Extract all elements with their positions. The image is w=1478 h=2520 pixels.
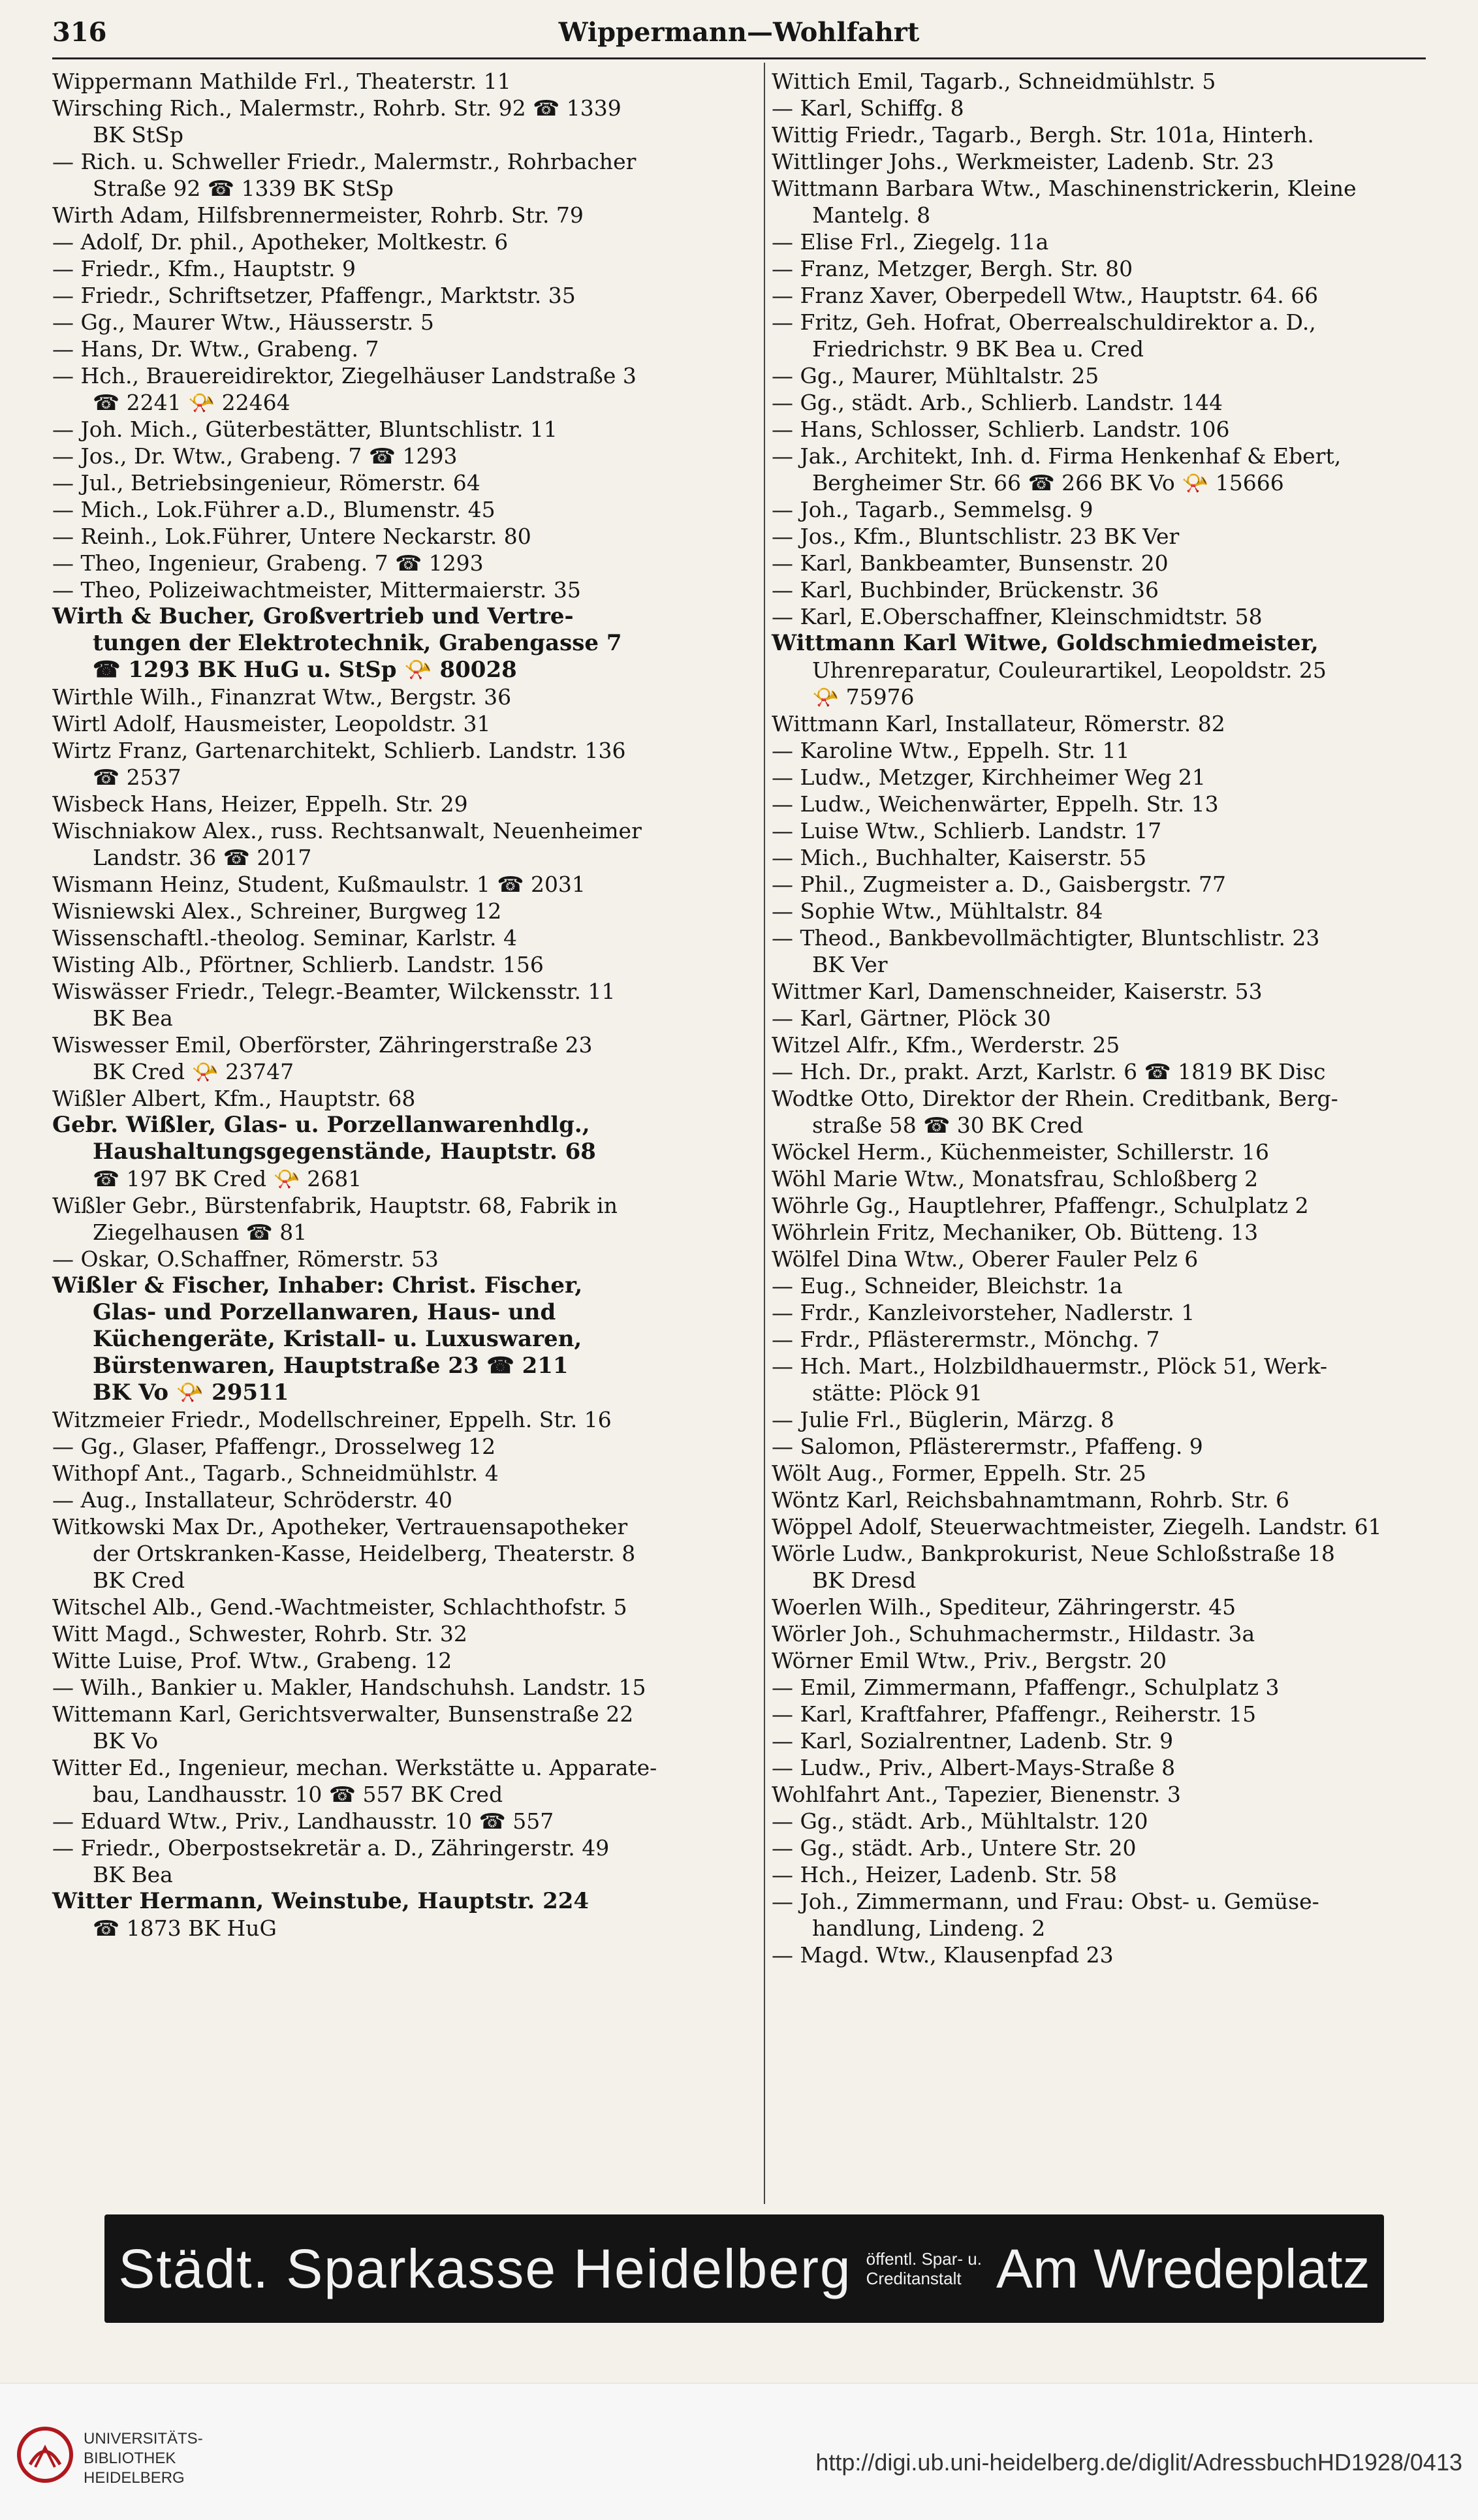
directory-entry-line: — Jul., Betriebsingenieur, Römerstr. 64 (52, 470, 480, 496)
directory-entry-line: — Ludw., Priv., Albert-Mays-Straße 8 (772, 1755, 1176, 1780)
directory-entry-line: Haushaltungsgegenstände, Hauptstr. 68 (93, 1139, 596, 1165)
directory-entry-line: — Aug., Installateur, Schröderstr. 40 (52, 1487, 453, 1513)
ad-small-line-1: öffentl. Spar- u. (866, 2249, 982, 2269)
directory-entry-line: Landstr. 36 ☎ 2017 (93, 845, 312, 870)
directory-entry-line: bau, Landhausstr. 10 ☎ 557 BK Cred (93, 1782, 503, 1807)
directory-entry-line: Küchengeräte, Kristall- u. Luxuswaren, (93, 1326, 582, 1352)
directory-entry-line: — Gg., Maurer, Mühltalstr. 25 (772, 363, 1099, 388)
directory-entry-line: — Mich., Lok.Führer a.D., Blumenstr. 45 (52, 497, 495, 522)
directory-entry-line: — Mich., Buchhalter, Kaiserstr. 55 (772, 845, 1147, 870)
directory-entry-line: BK Vo 📯 29511 (93, 1379, 289, 1406)
directory-entry-line: Wörner Emil Wtw., Priv., Bergstr. 20 (772, 1648, 1167, 1673)
source-url-link[interactable]: http://digi.ub.uni-heidelberg.de/diglit/AdressbuchHD1928/0413 (815, 2449, 1462, 2476)
right-column (772, 68, 1478, 1968)
directory-entry-line: — Adolf, Dr. phil., Apotheker, Moltkestr. 6 (52, 229, 509, 255)
directory-entry-line: — Karl, Kraftfahrer, Pfaffengr., Reiherstr. 15 (772, 1701, 1257, 1727)
sparkasse-advertisement (104, 2214, 1384, 2323)
page-number: 316 (52, 17, 107, 48)
left-column (52, 68, 761, 1942)
page-title: Wippermann—Wohlfahrt (558, 17, 920, 48)
directory-entry-line: — Sophie Wtw., Mühltalstr. 84 (772, 898, 1103, 924)
directory-entry-line: Friedrichstr. 9 BK Bea u. Cred (812, 336, 1144, 362)
directory-entry-line: Woerlen Wilh., Spediteur, Zähringerstr. 45 (772, 1594, 1236, 1620)
directory-entry-line: Wittich Emil, Tagarb., Schneidmühlstr. 5 (772, 69, 1216, 94)
directory-entry-line: — Oskar, O.Schaffner, Römerstr. 53 (52, 1246, 439, 1272)
directory-entry-line: — Franz, Metzger, Bergh. Str. 80 (772, 256, 1133, 281)
directory-entry-line: Wöckel Herm., Küchenmeister, Schillerstr. 16 (772, 1139, 1269, 1165)
directory-entry-line: — Joh. Mich., Güterbestätter, Bluntschlistr. 11 (52, 417, 558, 442)
directory-entry-line: Wirtl Adolf, Hausmeister, Leopoldstr. 31 (52, 711, 491, 736)
directory-entry-line: Withopf Ant., Tagarb., Schneidmühlstr. 4 (52, 1460, 499, 1486)
directory-entry-line: straße 58 ☎ 30 BK Cred (812, 1112, 1084, 1138)
directory-entry-line: Wittig Friedr., Tagarb., Bergh. Str. 101a, Hinterh. (772, 122, 1314, 148)
directory-entry-line: — Jos., Kfm., Bluntschlistr. 23 BK Ver (772, 524, 1180, 549)
directory-entry-line: — Friedr., Schriftsetzer, Pfaffengr., Marktstr. 35 (52, 283, 576, 308)
directory-entry-line: Wittmann Barbara Wtw., Maschinenstrickerin, Kleine (772, 176, 1357, 201)
directory-entry-line: BK Ver (812, 952, 888, 977)
directory-entry-line: — Franz Xaver, Oberpedell Wtw., Hauptstr. 64. 66 (772, 283, 1319, 308)
directory-entry-line: Glas- und Porzellanwaren, Haus- und (93, 1299, 556, 1325)
directory-entry-line: — Karl, Gärtner, Plöck 30 (772, 1005, 1051, 1031)
directory-entry-line: Wöhrlein Fritz, Mechaniker, Ob. Bütteng. 13 (772, 1220, 1259, 1245)
ad-small-line-2: Creditanstalt (866, 2269, 962, 2288)
page-header (52, 17, 1426, 57)
directory-entry-line: Wittemann Karl, Gerichtsverwalter, Bunsenstraße 22 (52, 1701, 634, 1727)
directory-entry-line: Wörler Joh., Schuhmachermstr., Hildastr. 3a (772, 1621, 1255, 1646)
directory-entry-line: — Hans, Schlosser, Schlierb. Landstr. 106 (772, 417, 1230, 442)
directory-entry-line: Mantelg. 8 (812, 202, 931, 228)
directory-entry-line: — Elise Frl., Ziegelg. 11a (772, 229, 1049, 255)
directory-entry-line: — Hch., Brauereidirektor, Ziegelhäuser Landstraße 3 (52, 363, 637, 388)
directory-entry-line: Wirthle Wilh., Finanzrat Wtw., Bergstr. 36 (52, 684, 512, 710)
directory-entry-line: — Eug., Schneider, Bleichstr. 1a (772, 1273, 1123, 1299)
directory-entry-line: Wölfel Dina Wtw., Oberer Fauler Pelz 6 (772, 1246, 1199, 1272)
ad-main-text: Städt. Sparkasse Heidelberg (118, 2237, 852, 2299)
directory-entry-line: — Fritz, Geh. Hofrat, Oberrealschuldirektor a. D., (772, 309, 1316, 335)
directory-entry-line: — Karoline Wtw., Eppelh. Str. 11 (772, 738, 1130, 763)
directory-entry-line: — Gg., städt. Arb., Mühltalstr. 120 (772, 1808, 1148, 1834)
directory-entry-line: Wißler & Fischer, Inhaber: Christ. Fischer, (52, 1272, 583, 1299)
directory-entry-line: BK StSp (93, 122, 183, 148)
directory-entry-line: Wissenschaftl.-theolog. Seminar, Karlstr. 4 (52, 925, 518, 951)
directory-entry-line: Witter Ed., Ingenieur, mechan. Werkstätte u. Apparate- (52, 1755, 657, 1780)
directory-entry-line: — Friedr., Kfm., Hauptstr. 9 (52, 256, 356, 281)
directory-entry-line: 📯 75976 (812, 684, 915, 710)
directory-entry-line: Wisting Alb., Pförtner, Schlierb. Landstr. 156 (52, 952, 544, 977)
library-line-1: UNIVERSITÄTS- (84, 2430, 203, 2448)
directory-entry-line: Wöntz Karl, Reichsbahnamtmann, Rohrb. Str. 6 (772, 1487, 1289, 1513)
library-line-2: BIBLIOTHEK (84, 2449, 176, 2467)
directory-entry-line: — Karl, Schiffg. 8 (772, 95, 964, 121)
ad-small-text (866, 2249, 982, 2288)
directory-entry-line: Uhrenreparatur, Couleurartikel, Leopoldstr. 25 (812, 657, 1327, 683)
directory-entry-line: Witzmeier Friedr., Modellschreiner, Eppelh. Str. 16 (52, 1407, 612, 1432)
directory-entry-line: — Theo, Polizeiwachtmeister, Mittermaierstr. 35 (52, 577, 581, 603)
footer-bar (0, 2383, 1478, 2520)
directory-entry-line: — Karl, Bankbeamter, Bunsenstr. 20 (772, 550, 1169, 576)
directory-entry-line: Witschel Alb., Gend.-Wachtmeister, Schlachthofstr. 5 (52, 1594, 627, 1620)
directory-entry-line: BK Bea (93, 1005, 173, 1031)
university-library-logo-icon (16, 2425, 74, 2484)
directory-entry-line: Wißler Gebr., Bürstenfabrik, Hauptstr. 68, Fabrik in (52, 1193, 618, 1218)
directory-entry-line: Wischniakow Alex., russ. Rechtsanwalt, Neuenheimer (52, 818, 642, 843)
directory-entry-line: — Ludw., Metzger, Kirchheimer Weg 21 (772, 764, 1206, 790)
directory-entry-line: — Frdr., Kanzleivorsteher, Nadlerstr. 1 (772, 1300, 1195, 1325)
library-name (84, 2429, 203, 2488)
directory-entry-line: Wirsching Rich., Malermstr., Rohrb. Str. 92 ☎ 1339 (52, 95, 621, 121)
column-divider (764, 63, 765, 2204)
directory-entry-line: Wölt Aug., Former, Eppelh. Str. 25 (772, 1460, 1146, 1486)
directory-entry-line: — Reinh., Lok.Führer, Untere Neckarstr. 80 (52, 524, 531, 549)
directory-entry-line: Wohlfahrt Ant., Tapezier, Bienenstr. 3 (772, 1782, 1181, 1807)
directory-entry-line: — Gg., Glaser, Pfaffengr., Drosselweg 12 (52, 1434, 496, 1459)
directory-entry-line: — Emil, Zimmermann, Pfaffengr., Schulplatz 3 (772, 1675, 1280, 1700)
directory-entry-line: Wodtke Otto, Direktor der Rhein. Creditbank, Berg- (772, 1086, 1338, 1111)
directory-entry-line: — Magd. Wtw., Klausenpfad 23 (772, 1942, 1114, 1968)
directory-entry-line: ☎ 2241 📯 22464 (93, 390, 291, 415)
directory-entry-line: ☎ 197 BK Cred 📯 2681 (93, 1166, 362, 1191)
directory-entry-line: — Jos., Dr. Wtw., Grabeng. 7 ☎ 1293 (52, 443, 458, 469)
directory-entry-line: handlung, Lindeng. 2 (812, 1915, 1046, 1941)
directory-entry-line: — Gg., städt. Arb., Untere Str. 20 (772, 1835, 1137, 1861)
directory-entry-line: Wirtz Franz, Gartenarchitekt, Schlierb. Landstr. 136 (52, 738, 626, 763)
directory-entry-line: — Jak., Architekt, Inh. d. Firma Henkenhaf & Ebert, (772, 443, 1342, 469)
directory-entry-line: Witt Magd., Schwester, Rohrb. Str. 32 (52, 1621, 467, 1646)
directory-entry-line: — Theod., Bankbevollmächtigter, Bluntschlistr. 23 (772, 925, 1320, 951)
directory-entry-line: Bergheimer Str. 66 ☎ 266 BK Vo 📯 15666 (812, 470, 1284, 496)
directory-entry-line: Wisniewski Alex., Schreiner, Burgweg 12 (52, 898, 502, 924)
directory-entry-line: Wöhl Marie Wtw., Monatsfrau, Schloßberg 2 (772, 1166, 1259, 1191)
directory-entry-line: — Julie Frl., Büglerin, Märzg. 8 (772, 1407, 1114, 1432)
directory-entry-line: — Hans, Dr. Wtw., Grabeng. 7 (52, 336, 379, 362)
directory-entry-line: — Luise Wtw., Schlierb. Landstr. 17 (772, 818, 1162, 843)
directory-entry-line: — Wilh., Bankier u. Makler, Handschuhsh. Landstr. 15 (52, 1675, 646, 1700)
directory-entry-line: Wittlinger Johs., Werkmeister, Ladenb. Str. 23 (772, 149, 1274, 174)
directory-entry-line: — Salomon, Pflästerermstr., Pfaffeng. 9 (772, 1434, 1203, 1459)
directory-entry-line: BK Cred (93, 1567, 185, 1593)
directory-entry-line: — Rich. u. Schweller Friedr., Malermstr., Rohrbacher (52, 149, 637, 174)
directory-entry-line: Wöhrle Gg., Hauptlehrer, Pfaffengr., Schulplatz 2 (772, 1193, 1309, 1218)
directory-entry-line: BK Dresd (812, 1567, 917, 1593)
directory-entry-line: — Phil., Zugmeister a. D., Gaisbergstr. 77 (772, 872, 1226, 897)
directory-entry-line: Straße 92 ☎ 1339 BK StSp (93, 176, 394, 201)
directory-entry-line: stätte: Plöck 91 (812, 1380, 983, 1406)
directory-entry-line: Wippermann Mathilde Frl., Theaterstr. 11 (52, 69, 511, 94)
library-line-3: HEIDELBERG (84, 2469, 185, 2487)
directory-entry-line: Wismann Heinz, Student, Kußmaulstr. 1 ☎ 2031 (52, 872, 586, 897)
directory-entry-line: Witte Luise, Prof. Wtw., Grabeng. 12 (52, 1648, 452, 1673)
directory-entry-line: Wirth Adam, Hilfsbrennermeister, Rohrb. Str. 79 (52, 202, 584, 228)
ad-location: Am Wredeplatz (996, 2237, 1370, 2299)
directory-entry-line: — Eduard Wtw., Priv., Landhausstr. 10 ☎ 557 (52, 1808, 554, 1834)
directory-entry-line: — Friedr., Oberpostsekretär a. D., Zähringerstr. 49 (52, 1835, 610, 1861)
directory-entry-line: ☎ 2537 (93, 764, 181, 790)
directory-entry-line: Wiswässer Friedr., Telegr.-Beamter, Wilckensstr. 11 (52, 979, 616, 1004)
directory-entry-line: — Hch. Dr., prakt. Arzt, Karlstr. 6 ☎ 1819 BK Disc (772, 1059, 1326, 1084)
directory-entry-line: der Ortskranken-Kasse, Heidelberg, Theaterstr. 8 (93, 1541, 636, 1566)
directory-entry-line: Witzel Alfr., Kfm., Werderstr. 25 (772, 1032, 1120, 1058)
directory-entry-line: — Joh., Zimmermann, und Frau: Obst- u. Gemüse- (772, 1889, 1319, 1914)
directory-entry-line: Wörle Ludw., Bankprokurist, Neue Schloßstraße 18 (772, 1541, 1335, 1566)
directory-entry-line: tungen der Elektrotechnik, Grabengasse 7 (93, 630, 622, 656)
directory-entry-line: BK Cred 📯 23747 (93, 1059, 294, 1084)
directory-entry-line: — Hch. Mart., Holzbildhauermstr., Plöck 51, Werk- (772, 1353, 1328, 1379)
directory-entry-line: — Hch., Heizer, Ladenb. Str. 58 (772, 1862, 1117, 1887)
directory-entry-line: Bürstenwaren, Hauptstraße 23 ☎ 211 (93, 1353, 569, 1379)
directory-entry-line: Wisbeck Hans, Heizer, Eppelh. Str. 29 (52, 791, 468, 817)
directory-entry-line: ☎ 1293 BK HuG u. StSp 📯 80028 (93, 657, 517, 683)
directory-entry-line: — Karl, E.Oberschaffner, Kleinschmidtstr. 58 (772, 604, 1263, 629)
directory-entry-line: Wirth & Bucher, Großvertrieb und Vertre- (52, 603, 574, 629)
directory-entry-line: ☎ 1873 BK HuG (93, 1915, 277, 1941)
directory-entry-line: Wiswesser Emil, Oberförster, Zähringerstraße 23 (52, 1032, 593, 1058)
directory-entry-line: Wittmer Karl, Damenschneider, Kaiserstr. 53 (772, 979, 1263, 1004)
directory-entry-line: — Gg., städt. Arb., Schlierb. Landstr. 144 (772, 390, 1223, 415)
directory-entry-line: Gebr. Wißler, Glas- u. Porzellanwarenhdlg., (52, 1112, 590, 1138)
directory-entry-line: — Theo, Ingenieur, Grabeng. 7 ☎ 1293 (52, 550, 484, 576)
directory-entry-line: Witkowski Max Dr., Apotheker, Vertrauensapotheker (52, 1514, 628, 1539)
directory-entry-line: Wittmann Karl, Installateur, Römerstr. 82 (772, 711, 1225, 736)
directory-entry-line: Witter Hermann, Weinstube, Hauptstr. 224 (52, 1888, 590, 1914)
directory-entry-line: Wittmann Karl Witwe, Goldschmiedmeister, (772, 630, 1319, 656)
directory-entry-line: — Karl, Sozialrentner, Ladenb. Str. 9 (772, 1728, 1174, 1754)
directory-entry-line: Wißler Albert, Kfm., Hauptstr. 68 (52, 1086, 416, 1111)
directory-entry-line: — Ludw., Weichenwärter, Eppelh. Str. 13 (772, 791, 1219, 817)
directory-entry-line: — Karl, Buchbinder, Brückenstr. 36 (772, 577, 1159, 603)
directory-entry-line: — Gg., Maurer Wtw., Häusserstr. 5 (52, 309, 434, 335)
directory-entry-line: BK Bea (93, 1862, 173, 1887)
directory-entry-line: BK Vo (93, 1728, 159, 1754)
directory-entry-line: Wöppel Adolf, Steuerwachtmeister, Ziegelh. Landstr. 61 (772, 1514, 1382, 1539)
header-rule (52, 57, 1426, 59)
directory-entry-line: Ziegelhausen ☎ 81 (93, 1220, 307, 1245)
directory-entry-line: — Frdr., Pflästerermstr., Mönchg. 7 (772, 1327, 1160, 1352)
directory-entry-line: — Joh., Tagarb., Semmelsg. 9 (772, 497, 1093, 522)
